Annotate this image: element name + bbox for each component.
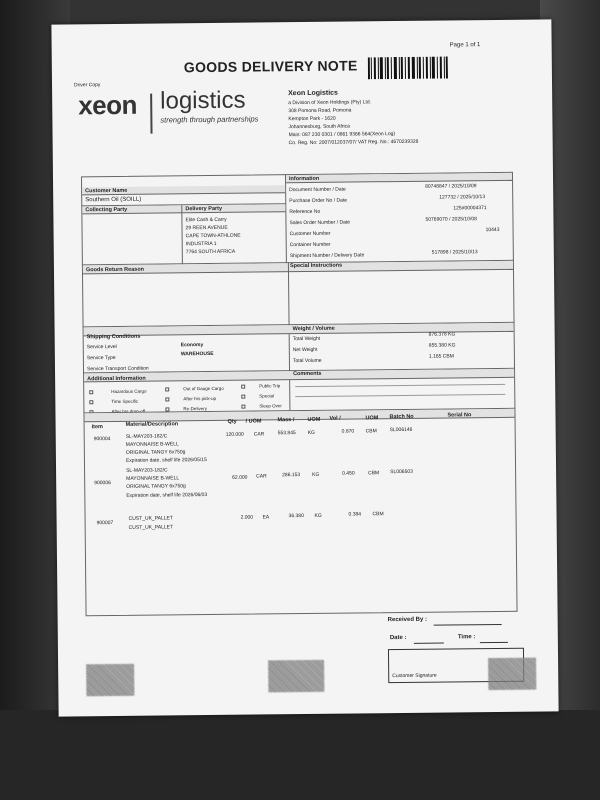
additional-header: Additional Information	[87, 375, 146, 383]
col-mass-uom: UOM	[307, 416, 321, 423]
col-description: Material/Description	[125, 421, 179, 428]
row-uom: CAR	[253, 431, 265, 438]
collecting-party-header: Collecting Party	[85, 206, 128, 214]
col-mass: Mass /	[277, 417, 295, 424]
row-uom: EA	[262, 514, 270, 521]
row-item: 900004	[93, 436, 111, 443]
row-batch: SL006503	[390, 468, 413, 476]
row-vol-uom: CBM	[368, 470, 380, 477]
row-desc: ORIGINAL TANGY 6x750g	[125, 449, 186, 456]
row-desc: SL-MAY203-182/C	[126, 467, 168, 474]
col-vol: Vol /	[329, 415, 341, 422]
company-line: Co. Reg. No: 2007/012037/07/ VAT Reg. No.: 4670239328	[288, 138, 419, 147]
col-item: Item	[91, 424, 103, 431]
row-qty: 62.000	[232, 474, 248, 481]
weight-value: 876.378 KG	[428, 331, 456, 338]
customer-header: Customer Name	[85, 187, 128, 195]
row-desc: Expiration date, shelf life 2026/06/03	[126, 492, 208, 499]
goods-return-header: Goods Return Reason	[85, 266, 145, 274]
delivery-line: CAPE TOWN-ATHLONE	[185, 232, 241, 240]
row-mass: 36.380	[288, 513, 304, 520]
weight-label: Total Weight	[292, 335, 321, 343]
date-label: Date :	[389, 634, 407, 642]
row-mass-uom: KG	[307, 429, 315, 436]
time-specific-checkbox[interactable]	[89, 400, 93, 404]
row-desc: ORIGINAL TANGY 6x750g	[126, 483, 186, 490]
row-item: 900007	[96, 520, 114, 527]
checkbox-label: After hrs pick-up	[183, 395, 217, 402]
time-line[interactable]	[480, 642, 508, 643]
info-value: 80748847 / 2025/10/09	[425, 183, 477, 190]
row-qty: 2.000	[240, 514, 254, 521]
received-by-label: Received By :	[387, 616, 428, 624]
checkbox-label: Sleep Over	[259, 403, 282, 409]
company-line: Kempton Park - 1620	[288, 115, 336, 123]
weight-header: Weight / Volume	[292, 325, 335, 333]
info-value: 125#00004371	[453, 205, 487, 212]
received-by-line[interactable]	[434, 624, 502, 626]
checkbox-label: Out of Gauge Cargo	[183, 385, 224, 392]
ink-stamp	[268, 660, 324, 693]
col-serial: Serial No	[447, 412, 472, 419]
col-qty: Qty	[227, 418, 237, 425]
ink-stamp	[488, 658, 536, 691]
row-vol-uom: CBM	[372, 511, 384, 518]
checkbox-label: Re-Delivery	[183, 406, 207, 412]
row-vol: 0.450	[342, 470, 355, 477]
information-header: Information	[288, 175, 320, 183]
shipping-value: WAREHOUSE	[180, 350, 214, 358]
copy-label: Driver Copy	[73, 82, 101, 89]
col-vol-uom: UOM	[365, 415, 379, 422]
checkbox-label: Special	[259, 393, 275, 399]
checkbox-label: Hazardous Cargo	[111, 388, 147, 395]
delivery-note-paper	[51, 19, 558, 716]
row-vol-uom: CBM	[365, 428, 377, 435]
info-label: Customer Number	[289, 230, 331, 238]
logo-logistics: logistics	[160, 86, 246, 115]
info-value: 10443	[485, 226, 500, 234]
shipping-label: Service Level	[86, 343, 117, 351]
row-mass: 286.153	[282, 472, 301, 479]
logo-xeon: xeon	[78, 89, 138, 121]
company-line: Johannesburg, South Africa	[288, 123, 350, 131]
row-desc: MAYONNAISE B-WELL	[126, 475, 180, 482]
logo-divider	[150, 94, 152, 134]
row-item: 900006	[94, 480, 111, 487]
row-vol: 0.384	[348, 511, 362, 518]
checkbox-label: Time Specific	[111, 398, 139, 405]
row-vol: 0.870	[341, 428, 355, 435]
row-qty: 120.000	[225, 431, 244, 438]
comments-header: Comments	[293, 370, 322, 378]
info-label: Container Number	[289, 241, 331, 249]
out-of-gauge-checkbox[interactable]	[165, 387, 169, 391]
special-checkbox[interactable]	[241, 395, 245, 399]
weight-value: 855.380 KG	[428, 342, 456, 349]
shipping-label: Service Type	[86, 354, 116, 362]
row-desc: MAYONNAISE B-WELL	[125, 441, 179, 448]
row-desc: Expiration date, shelf life 2026/05/15	[125, 457, 207, 464]
hazardous-checkbox[interactable]	[89, 390, 93, 394]
customer-name: Southern Oil (SOILL)	[85, 196, 142, 204]
info-value: 50769070 / 2025/10/08	[425, 216, 477, 223]
weight-value: 1.165 CBM	[428, 353, 454, 360]
checkbox-label: Public Trip	[259, 383, 281, 389]
info-label: Purchase Order No / Date	[289, 197, 348, 205]
document-title: GOODS DELIVERY NOTE	[183, 57, 358, 76]
checkbox-label: After hrs drop-off	[111, 408, 146, 415]
delivery-party-header: Delivery Party	[185, 205, 223, 213]
row-uom: CAR	[256, 473, 267, 480]
company-name: Xeon Logistics	[288, 89, 338, 98]
shipping-label: Service Transport Condition	[86, 365, 149, 373]
col-uom: / UOM	[245, 418, 262, 425]
info-label: Shipment Number / Delivery Date	[289, 252, 365, 260]
info-label: Sales Order Number / Date	[289, 219, 351, 227]
info-value: 127732 / 2025/10/13	[439, 194, 486, 201]
shipping-value: Economy	[180, 342, 204, 349]
special-instructions-header: Special Instructions	[289, 262, 343, 270]
page-indicator: Page 1 of 1	[449, 42, 481, 49]
delivery-line: 29 REEN AVENUE	[185, 224, 228, 232]
row-mass-uom: KG	[314, 512, 322, 519]
sleep-over-checkbox[interactable]	[241, 405, 245, 409]
info-label: Document Number / Date	[289, 186, 346, 194]
row-batch: SL006146	[389, 426, 413, 434]
delivery-line: 7764 SOUTH AFRICA	[185, 248, 236, 256]
barcode-icon	[368, 56, 448, 79]
row-desc: SL-MAY203-182/C	[125, 433, 168, 440]
delivery-line: Elite Cash & Carry	[185, 216, 227, 224]
row-mass: 553.845	[277, 430, 296, 437]
row-mass-uom: KG	[312, 471, 320, 478]
info-value: 517898 / 2025/10/13	[431, 249, 478, 256]
weight-label: Net Weight	[292, 346, 318, 354]
pick-up-checkbox[interactable]	[165, 397, 169, 401]
row-desc: CUST_UK_PALLET	[128, 515, 173, 522]
delivery-line: INDUSTRIA 1	[185, 240, 217, 248]
row-desc: CUST_UK_PALLET	[128, 524, 174, 531]
logo-tagline: strength through partnerships	[160, 114, 259, 125]
public-trip-checkbox[interactable]	[241, 385, 245, 389]
shipping-header: Shipping Conditions	[86, 333, 141, 341]
company-line: 308 Pomona Road, Pomona	[288, 107, 352, 115]
ink-stamp	[86, 664, 134, 697]
time-label: Time :	[457, 634, 476, 641]
background-bottom	[0, 710, 600, 800]
info-label: Reference No	[289, 208, 321, 216]
date-line[interactable]	[414, 643, 444, 644]
col-batch: Batch No	[389, 413, 414, 421]
company-line: a Division of Xeon Holdings (Pty) Ltd.	[288, 99, 372, 107]
signature-label: Customer Signature	[392, 672, 437, 680]
company-line: Main: 087 230 0301 / 0861 9366 564(Xeon Log)	[288, 131, 396, 139]
weight-label: Total Volume	[292, 357, 322, 365]
